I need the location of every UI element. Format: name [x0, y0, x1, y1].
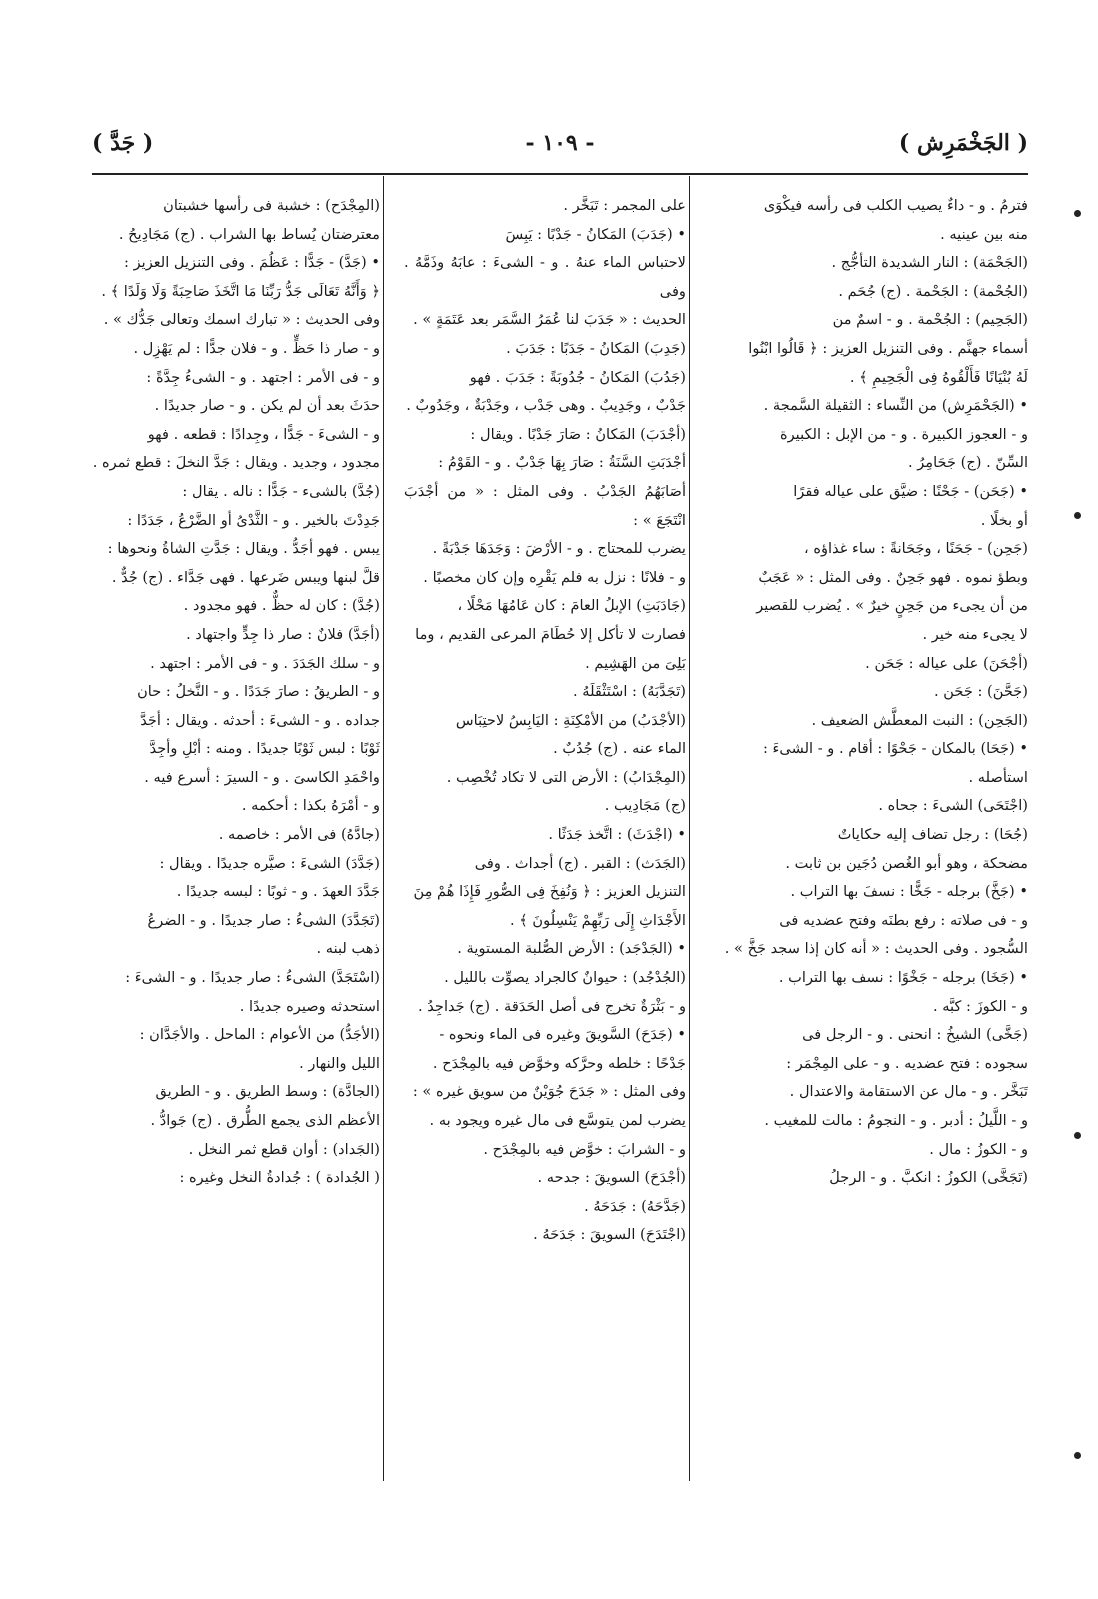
- entry-line: • (جَحَن) - جَحْنًا : ضيَّق على عياله فقرًا: [793, 482, 1028, 500]
- entry-line: واحْمَدِ الكاسىَ . و - السيرَ : أسرع فيه .: [144, 768, 380, 786]
- entry-line: جَدَّدَ العهدَ . و - ثوبًا : لبسه جديدًا .: [176, 883, 380, 901]
- entry-line: و - العجوز الكبيرة . و - من الإبل : الكبيرة: [779, 425, 1028, 443]
- entry-line: و - الكوزَ : كبَّه .: [932, 997, 1028, 1015]
- entry-line: و - اللَّيلُ : أدبر . و - النجومُ : مالت للمغيب .: [764, 1112, 1028, 1129]
- entry-line: استحدثه وصيره جديدًا .: [239, 997, 380, 1015]
- entry-line: و - الكوزُ : مال .: [929, 1140, 1028, 1158]
- entry-line: (أجْدَبَ) المَكانُ : صَارَ جَدْبًا . ويقال :: [470, 425, 686, 443]
- entry-line: (جَدَّدَ) الشىءَ : صيَّره جديدًا . ويقال :: [159, 854, 380, 872]
- entry-line: على المجمر : تَبَخَّر .: [563, 197, 686, 214]
- entry-line: بَلِىَ من الهَشِيم .: [585, 654, 686, 672]
- entry-line: جداده . و - الشىءَ : أحدثه . ويقال : أجَدَّ: [140, 711, 380, 729]
- entry-line: ﴿ وَأَنَّهُ تَعَالَى جَدُّ رَبِّنَا مَا اتَّخَذَ صَاحِبَةً وَلَا وَلَدًا ﴾ .: [101, 282, 380, 300]
- margin-mark: [1074, 512, 1081, 519]
- entry-line: (جَادَبَتِ) الإبلُ العامَ : كان عَامُهَا مَحْلًا ،: [457, 597, 686, 615]
- entry-line: (جَحَّنَ) : جَحَن .: [934, 683, 1028, 701]
- entry-line: و - بَثْرَةٌ تخرج فى أصل الحَدَقة . (ج) جَداجِدُ .: [417, 997, 686, 1015]
- entry-line: و - سلك الجَدَدَ . و - فى الأمر : اجتهد .: [150, 654, 380, 672]
- entry-line: (المِجْدَابُ) : الأرض التى لا تكاد تُخْصِب .: [446, 768, 686, 786]
- entry-line: فترمُ . و - داءٌ يصيب الكلب فى رأسه فيكْوَى: [763, 197, 1028, 214]
- entry-line: مجدود ، وجديد . ويقال : جَدَّ النخلَ : قطع ثمره .: [92, 454, 380, 472]
- entry-line: لَهُ بُنْيَانًا فَأَلْقُوهُ فِى الْجَحِيمِ ﴾ .: [849, 368, 1028, 386]
- entry-line: (الجَدَث) : القبر . (ج) أجداث . وفى: [474, 854, 686, 872]
- entry-line: (تَجَدَّدَ) الشىءُ : صار جديدًا . و - الضرعُ: [147, 911, 380, 929]
- entry-line: سجوده : فتح عضديه . و - على المِجْمَر :: [786, 1054, 1028, 1072]
- entry-line: (جُدَّ) : كان له حظٌّ . فهو مجدود .: [183, 597, 380, 615]
- entry-line: • (جَدَبَ) المَكانُ - جَدْبًا : يَبِسَ: [505, 225, 686, 243]
- entry-line: (الجادَّة) : وسط الطريق . و - الطريق: [155, 1083, 380, 1101]
- entry-line: (الجُدْجُد) : حيوانٌ كالجراد يصوِّت بالليل .: [444, 969, 686, 987]
- entry-line: معترضتان يُساط بها الشراب . (ج) مَجَادِيحُ .: [118, 225, 380, 243]
- dictionary-column-left: [70, 192, 380, 1492]
- entry-line: ثَوْبًا : لبس ثَوْبًا جديدًا . ومنه : أبْلِ وأجِدَّ: [149, 740, 380, 758]
- entry-line: الليل والنهار .: [299, 1054, 380, 1072]
- entry-line: السِّنّ . (ج) جَحَامِرُ .: [907, 454, 1028, 472]
- entry-line: لا يجىء منه خير .: [922, 625, 1028, 643]
- entry-line: حدَثَ بعد أن لم يكن . و - صار جديدًا .: [154, 397, 380, 415]
- entry-line: استأصله .: [968, 768, 1028, 786]
- entry-line: (الجَحِيم) : الجُحْمة . و - اسمٌ من: [832, 311, 1028, 329]
- dictionary-column-middle: [404, 192, 686, 1492]
- entry-line: أصَابَهُمُ الجَدْبُ . وفى المثل : « من أجْدَبَ انْتَجَعَ » :: [404, 482, 686, 529]
- entry-line: (جُحَا) : رجل تضاف إليه حكاياتٌ: [837, 826, 1028, 844]
- margin-mark: [1074, 210, 1081, 217]
- page-number: - ١٠٩ -: [525, 130, 595, 156]
- entry-line: و - أمْرَهُ بكذا : أحكمه .: [241, 797, 380, 815]
- entry-line: جَدِدْتَ بالخير . و - الثَّدْىُ أو الضَّرْعُ ، جَدَدًا :: [127, 511, 380, 529]
- entry-line: (جَدُبَ) المَكانُ - جُدُوبَةً : جَدَبَ . فهو: [469, 368, 686, 386]
- page-header: [92, 130, 1028, 170]
- entry-line: • (جَخَا) برجله - جَخْوًا : نسف بها التراب .: [778, 969, 1028, 987]
- entry-line: (اسْتَجَدَّ) الشىءُ : صار جديدًا . و - الشىءَ :: [125, 969, 380, 987]
- entry-line: و - فى الأمر : اجتهد . و - الشىءُ جِدَّةً :: [146, 368, 380, 386]
- entry-line: السُّجود . وفى الحديث : « أنه كان إذا سجد جَخَّ » .: [724, 940, 1028, 958]
- entry-line: و - الشرابَ : خوَّض فيه بالمِجْدَح .: [483, 1140, 686, 1158]
- entry-line: (جادَّهُ) فى الأمر : خاصمه .: [218, 826, 380, 844]
- header-entry-start: ( الجَخْمَرِش ): [898, 130, 1028, 156]
- entry-line: فصارت لا تأكل إلا حُطَامَ المرعى القديم ، وما: [415, 625, 686, 643]
- entry-line: الماء عنه . (ج) جُدُبٌ .: [553, 740, 686, 758]
- entry-line: (اجْتَدَحَ) السويقَ : جَدَحَهُ .: [533, 1226, 686, 1244]
- entry-line: الأَجْدَاثِ إِلَى رَبِّهِمْ يَنْسِلُونَ ﴾ .: [509, 911, 686, 929]
- entry-line: مضحكة ، وهو أبو الغُصن دُجَين بن ثابت .: [785, 854, 1028, 872]
- entry-line: • (جَدَحَ) السَّويقَ وغيره فى الماء ونحوه -: [439, 1026, 686, 1044]
- entry-line: التنزيل العزيز : ﴿ وَنُفِخَ فِى الصُّورِ فَإِذَا هُمْ مِنَ: [413, 883, 686, 901]
- entry-line: من أن يجىء من جَحِنٍ خيرٌ » . يُضرب للقصير: [756, 597, 1028, 615]
- entry-line: وفى المثل : « جَدَحَ جُوَيْنٌ من سويق غيره » :: [412, 1083, 686, 1101]
- entry-line: (أجْدَحَ) السويقَ : جدحه .: [537, 1169, 686, 1187]
- entry-line: و - الطريقُ : صارَ جَدَدًا . و - النَّخلُ : حان: [137, 683, 380, 701]
- entry-line: • (جَدَّ) - جَدًّا : عَظُمَ . وفى التنزيل العزيز :: [124, 254, 380, 272]
- entry-line: منه بين عينيه .: [940, 225, 1028, 243]
- column-divider: [689, 176, 690, 1481]
- entry-line: (اجْتَحَى) الشىءَ : جحاه .: [878, 797, 1028, 815]
- entry-line: و - صار ذا حَظٍّ . و - فلان جدًّا : لم يَهْزِل .: [133, 339, 380, 357]
- entry-line: لاحتباس الماء عنهُ . و - الشىءَ : عابَهُ وذَمَّهُ . وفى: [404, 254, 686, 300]
- entry-line: تَبَخَّر . و - مال عن الاستقامة والاعتدال .: [789, 1083, 1028, 1101]
- entry-line: أسماء جهنَّم . وفى التنزيل العزيز : ﴿ قَالُوا ابْنُوا: [748, 339, 1028, 357]
- entry-line: (جَدَّحَهُ) : جَدَحَهُ .: [584, 1197, 686, 1215]
- entry-line: يضرب للمحتاج . و - الأرْضَ : وَجَدَهَا جَدْبَةً .: [432, 540, 686, 558]
- entry-line: (جَدِبَ) المَكانُ - جَدَبًا : جَدَبَ .: [506, 339, 686, 357]
- entry-line: قلَّ لبنها ويبس ضَرعها . فهى جَدَّاء . (ج) جُدٌّ .: [111, 568, 380, 586]
- entry-line: (ج) مَجَادِيب .: [604, 797, 686, 815]
- margin-mark: [1074, 1132, 1081, 1139]
- entry-line: و - فلانًا : نزل به فلم يَقْرِه وإن كان مخصبًا .: [423, 568, 686, 586]
- entry-line: (جَحِن) - جَحَنًا ، وجَحَانةً : ساء غذاؤه ،: [803, 540, 1028, 558]
- column-divider: [383, 176, 384, 1481]
- entry-line: أجْدَبَتِ السَّنَةُ : صَارَ بِهَا جَدْبٌ . و - القَوْمُ :: [438, 454, 686, 472]
- entry-line: وفى الحديث : « تبارك اسمك وتعالى جَدُّك » .: [103, 311, 380, 329]
- header-rule: [92, 173, 1028, 175]
- entry-line: (الجُحْمة) : الجَحْمة . (ج) جُحَم .: [838, 282, 1028, 300]
- entry-line: يبس . فهو أجَدُّ . ويقال : جَدَّتِ الشاةُ ونحوها :: [107, 540, 380, 558]
- entry-line: (الجَداد) : أوان قطع ثمر النخل .: [188, 1140, 380, 1158]
- entry-line: ذهب لبنه .: [316, 940, 380, 958]
- entry-line: (تَجَخَّى) الكوزُ : انكبَّ . و - الرجلُ: [829, 1169, 1028, 1187]
- entry-line: و - فى صلاته : رفع بطنَه وفتح عضديه فى: [779, 911, 1028, 929]
- entry-line: الأعظم الذى يجمع الطُّرق . (ج) جَوادُّ .: [150, 1112, 380, 1129]
- entry-line: جَدْبٌ ، وجَدِيبٌ . وهى جَدْب ، وجَدْبَةٌ ، وجَدُوبٌ .: [406, 397, 686, 415]
- entry-line: (الأجْدَبُ) من الأمْكِنَةِ : اليَابِسُ لاحتِبَاس: [455, 711, 686, 729]
- header-entry-end: ( جَدَّ ): [92, 130, 154, 156]
- entry-line: (الجَحِن) : النبت المعطَّش الضعيف .: [811, 711, 1028, 729]
- entry-line: (أجَدَّ) فلانٌ : صار ذا جِدٍّ واجتهاد .: [186, 625, 380, 643]
- entry-line: • (اجْدَثَ) : اتَّخذ جَدَثًا .: [548, 826, 686, 844]
- entry-line: جَدْحًا : خلطه وحرَّكه وخوَّض فيه بالمِجْدَح .: [432, 1054, 686, 1072]
- entry-line: يضرب لمن يتوسَّع فى مال غيره ويجود به .: [429, 1112, 686, 1129]
- entry-line: • (جَخَّ) برجله - جَخًّا : نسفَ بها التراب .: [790, 883, 1028, 901]
- margin-mark: [1074, 1452, 1081, 1459]
- entry-line: (الأجَدُّ) من الأعوام : الماحل . والأجَدَّان :: [139, 1026, 380, 1044]
- entry-line: (جُدَّ) بالشىء - جَدًّا : ناله . يقال :: [182, 482, 380, 500]
- entry-line: (الجَحْمَة) : النار الشديدة التأجُّج .: [831, 254, 1028, 272]
- entry-line: • (جَحَا) بالمكان - جَحْوًا : أقام . و - الشىءَ :: [762, 740, 1028, 758]
- entry-line: وبطؤ نموه . فهو جَحِنٌ . وفى المثل : « عَجَبٌ: [758, 568, 1028, 586]
- entry-line: و - الشىءَ - جَدًّا ، وجِدادًا : قطعه . فهو: [147, 425, 380, 443]
- entry-line: • (الجَدْجَد) : الأرض الصُّلبة المستوية .: [457, 940, 686, 958]
- entry-line: (المِجْدَح) : خشبة فى رأسها خشبتان: [163, 197, 380, 214]
- entry-line: (تَجَدَّبَهُ) : اسْتَثْقَلَهُ .: [572, 683, 686, 701]
- entry-line: • (الجَحْمَرِش) من النِّساء : الثقيلة السَّمجة .: [763, 397, 1028, 415]
- dictionary-column-right: [710, 192, 1028, 1492]
- entry-line: الحديث : « جَدَبَ لنا عُمَرُ السَّمَر بعد عَتَمَةٍ » .: [413, 311, 686, 329]
- entry-line: ( الجُدادة ) : جُدادةُ النخل وغيره :: [179, 1169, 380, 1187]
- entry-line: أو بخلًا .: [980, 511, 1028, 529]
- entry-line: (جَخَّى) الشيخُ : انحنى . و - الرجل فى: [802, 1026, 1028, 1044]
- entry-line: (أجْحَنَ) على عياله : جَحَن .: [865, 654, 1028, 672]
